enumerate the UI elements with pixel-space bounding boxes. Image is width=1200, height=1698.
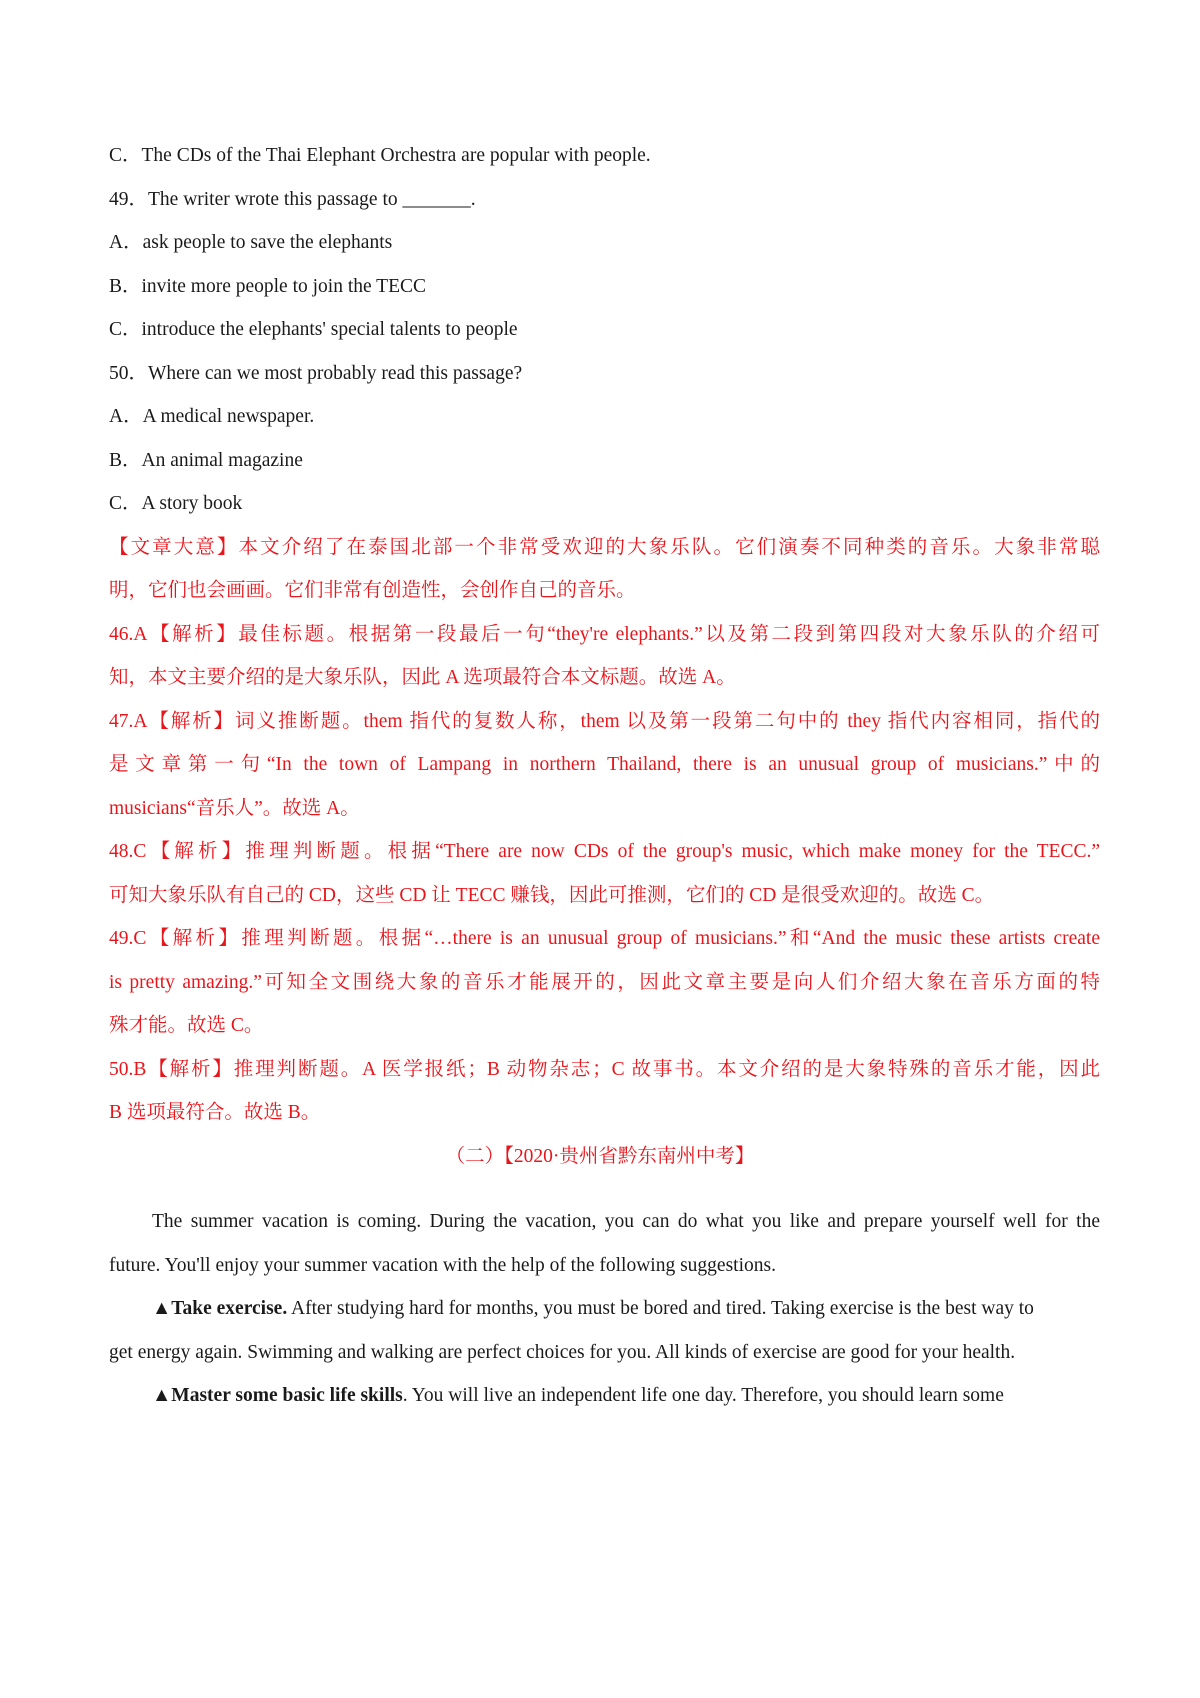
answer-46-line-2: 知，本文主要介绍的是大象乐队，因此 A 选项最符合本文标题。故选 A。 (109, 667, 736, 688)
answer-47-line-2: 是文章第一句“In the town of Lampang in northern Thailand, there is an unusual group of musicians.”中的 (109, 754, 1100, 775)
question-50-option-c: C．A story book (109, 493, 243, 514)
tip-life-skills-text: . You will live an independent life one day. Therefore, you should learn some (402, 1385, 1004, 1406)
summary-line-1: 【文章大意】本文介绍了在泰国北部一个非常受欢迎的大象乐队。它们演奏不同种类的音乐。大象非常聪 (109, 537, 1100, 558)
answer-46-line-1: 46.A【解析】最佳标题。根据第一段最后一句“they're elephants.”以及第二段到第四段对大象乐队的介绍可 (109, 624, 1100, 645)
answer-49-line-3: 殊才能。故选 C。 (109, 1015, 264, 1036)
answer-48-line-1: 48.C【解析】推理判断题。根据“There are now CDs of the group's music, which make money for the TECC.” (109, 841, 1100, 862)
tip-life-skills: ▲Master some basic life skills (152, 1385, 403, 1406)
section-heading: （二）【2020·贵州省黔东南州中考】 (445, 1146, 755, 1167)
question-48-option-c: C．The CDs of the Thai Elephant Orchestra are popular with people. (109, 145, 651, 166)
passage-paragraph-3-line-1 (152, 1383, 1100, 1409)
passage-paragraph-1-line-2: future. You'll enjoy your summer vacation with the help of the following suggestions. (109, 1255, 776, 1276)
passage-paragraph-2-line-2: get energy again. Swimming and walking are perfect choices for you. All kinds of exercise are good for your health. (109, 1342, 1016, 1363)
question-50: 50．Where can we most probably read this passage? (109, 363, 523, 384)
answer-48-line-2: 可知大象乐队有自己的 CD，这些 CD 让 TECC 赚钱，因此可推测，它们的 CD 是很受欢迎的。故选 C。 (109, 885, 995, 906)
summary-line-2: 明，它们也会画画。它们非常有创造性，会创作自己的音乐。 (109, 580, 636, 601)
passage-paragraph-2-line-1 (152, 1296, 1100, 1322)
tip-take-exercise-text: After studying hard for months, you must be bored and tired. Taking exercise is the best way to (287, 1298, 1034, 1319)
question-49-option-c: C．introduce the elephants' special talents to people (109, 319, 518, 340)
answer-49-line-2: is pretty amazing.”可知全文围绕大象的音乐才能展开的，因此文章主要是向人们介绍大象在音乐方面的特 (109, 972, 1100, 993)
answer-50-line-1: 50.B【解析】推理判断题。A 医学报纸；B 动物杂志；C 故事书。本文介绍的是大象特殊的音乐才能，因此 (109, 1059, 1100, 1080)
answer-49-line-1: 49.C【解析】推理判断题。根据“…there is an unusual group of musicians.”和“And the music these artists create (109, 928, 1100, 949)
question-50-option-b: B．An animal magazine (109, 450, 303, 471)
answer-50-line-2: B 选项最符合。故选 B。 (109, 1102, 321, 1123)
question-49-option-b: B．invite more people to join the TECC (109, 276, 427, 297)
question-50-option-a: A．A medical newspaper. (109, 406, 315, 427)
tip-take-exercise: ▲Take exercise. (152, 1298, 288, 1319)
passage-paragraph-1-line-1: The summer vacation is coming. During the vacation, you can do what you like and prepare yourself well for the (152, 1211, 1100, 1232)
answer-47-line-1: 47.A【解析】词义推断题。them 指代的复数人称，them 以及第一段第二句中的 they 指代内容相同，指代的 (109, 711, 1100, 732)
answer-47-line-3: musicians“音乐人”。故选 A。 (109, 798, 360, 819)
question-49-option-a: A．ask people to save the elephants (109, 232, 393, 253)
question-49: 49．The writer wrote this passage to _______. (109, 189, 476, 210)
